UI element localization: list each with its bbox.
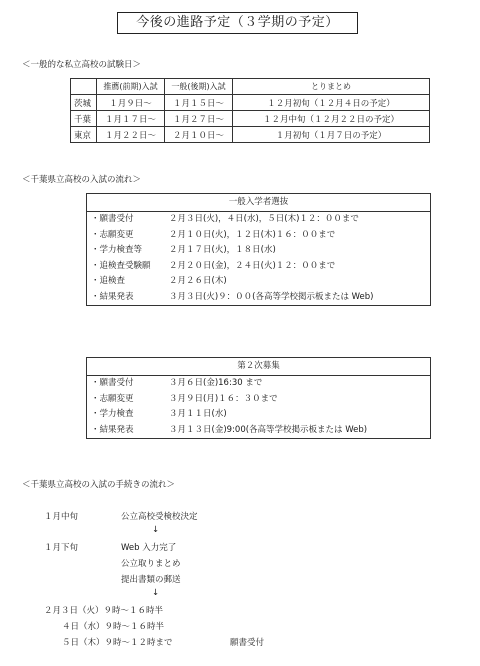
- item-label: ・学力検査: [91, 409, 134, 419]
- step1-what: 公立高校受検校決定: [121, 512, 198, 522]
- schedule-line: ４日（水）９時〜１６時半: [62, 622, 165, 632]
- list-item: [87, 274, 430, 290]
- header-cell: とりまとめ: [233, 79, 430, 95]
- section-heading-public-flow: ＜千葉県立高校の入試の流れ＞: [22, 175, 142, 185]
- table-cell: １月初旬（１月７日の予定）: [233, 127, 430, 143]
- box-header: 一般入学者選抜: [87, 194, 430, 212]
- page-title: 今後の進路予定（３学期の予定）: [117, 12, 358, 34]
- list-item: [87, 290, 430, 306]
- table-header-row: [71, 79, 430, 95]
- step2-line: 提出書類の郵送: [121, 575, 181, 585]
- item-value: ２月３日(火)，４日(水)，５日(木)１２：００まで: [169, 214, 359, 224]
- item-value: ２月１０日(火)，１２日(木)１６：００まで: [169, 229, 336, 240]
- application-label: 願書受付: [230, 638, 265, 648]
- down-arrow-icon: ↓: [152, 588, 160, 598]
- item-value: ３月９日(月)１６：３０まで: [169, 393, 278, 404]
- list-item: [87, 423, 430, 439]
- list-item: [87, 212, 430, 228]
- item-label: ・学力検査等: [91, 245, 143, 255]
- private-exam-table: [70, 78, 430, 143]
- list-item: [87, 407, 430, 423]
- list-item: [87, 259, 430, 275]
- list-item: [87, 243, 430, 259]
- list-item: [87, 376, 430, 392]
- item-value: ２月２６日(木): [169, 276, 227, 286]
- item-label: ・追検査受験願: [91, 260, 151, 271]
- item-value: ３月１３日(金)9:00(各高等学校掲示板または Web): [169, 424, 368, 435]
- table-row: [71, 95, 430, 111]
- item-label: ・志願変更: [91, 229, 134, 240]
- down-arrow-icon: ↓: [152, 525, 160, 535]
- item-label: ・願書受付: [91, 378, 134, 388]
- schedule-line: ２月３日（火）９時〜１６時半: [44, 606, 164, 616]
- schedule-line: ５日（木）９時〜１２時まで: [62, 638, 173, 648]
- item-value: ２月１７日(火)，１８日(水): [169, 245, 276, 255]
- table-cell: １２月初旬（１２月４日の予定）: [233, 95, 430, 111]
- table-cell: １月９日〜: [97, 95, 165, 111]
- item-value: ３月３日(火)９：００(各高等学校掲示板または Web): [169, 291, 374, 302]
- list-item: [87, 228, 430, 244]
- table-cell: １月１７日〜: [97, 111, 165, 127]
- table-cell: ２月１０日〜: [165, 127, 233, 143]
- table-cell: 茨城: [71, 95, 97, 111]
- item-label: ・結果発表: [91, 291, 134, 302]
- table-cell: 千葉: [71, 111, 97, 127]
- list-item: [87, 392, 430, 408]
- item-value: ２月２０日(金)，２４日(火)１２：００まで: [169, 260, 336, 271]
- table-row: [71, 127, 430, 143]
- table-row: [71, 111, 430, 127]
- item-value: ３月１１日(水): [169, 409, 227, 419]
- step2-when: １月下旬: [44, 543, 79, 553]
- item-label: ・願書受付: [91, 214, 134, 224]
- step2-line: Web 入力完了: [121, 543, 177, 553]
- item-label: ・志願変更: [91, 393, 134, 404]
- header-cell: 推薦(前期)入試: [97, 79, 165, 95]
- table-cell: １月１５日〜: [165, 95, 233, 111]
- item-value: ３月６日(金)16:30 まで: [169, 378, 263, 388]
- header-cell: [71, 79, 97, 95]
- table-cell: １２月中旬（１２月２２日の予定）: [233, 111, 430, 127]
- general-selection-box: [86, 193, 431, 306]
- step1-when: １月中旬: [44, 512, 79, 522]
- section-heading-private-exams: ＜一般的な私立高校の試験日＞: [22, 60, 142, 70]
- table-cell: １月２２日〜: [97, 127, 165, 143]
- item-label: ・結果発表: [91, 424, 134, 435]
- step2-line: 公立取りまとめ: [121, 559, 181, 569]
- table-cell: 東京: [71, 127, 97, 143]
- box-header: 第２次募集: [87, 358, 430, 376]
- item-label: ・追検査: [91, 276, 126, 286]
- table-cell: １月２７日〜: [165, 111, 233, 127]
- header-cell: 一般(後期)入試: [165, 79, 233, 95]
- section-heading-procedure: ＜千葉県立高校の入試の手続きの流れ＞: [22, 480, 176, 490]
- second-recruitment-box: [86, 357, 431, 439]
